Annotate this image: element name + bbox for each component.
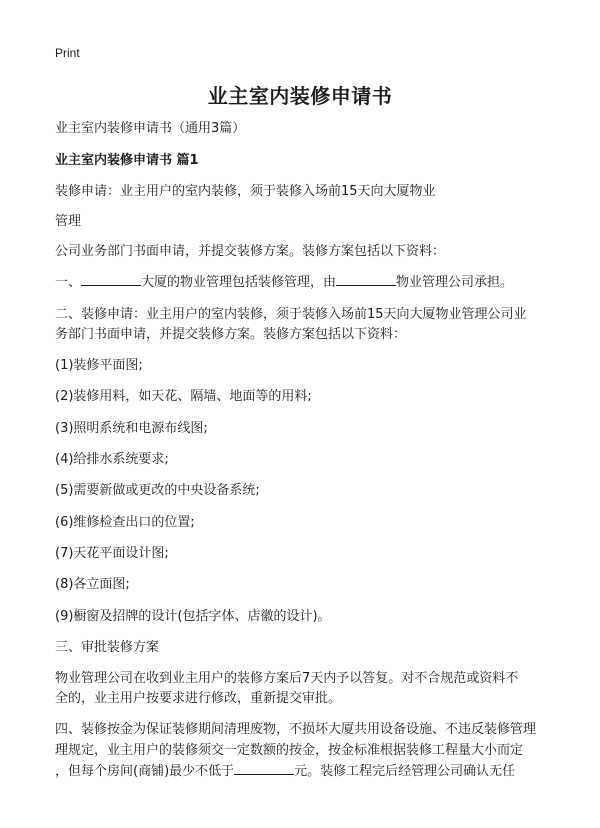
paragraph-5-line-2: 务部门书面申请，并提交装修方案。装修方案包括以下资料： xyxy=(55,327,407,342)
paragraph-4-prefix: 一、 xyxy=(55,275,82,290)
paragraph-7-line-1: 物业管理公司在收到业主用户的装修方案后7天内予以答复。对不合规范或资料不 xyxy=(55,671,519,686)
list-item: (6)维修检查出口的位置; xyxy=(55,515,195,530)
paragraph-8-line-2: 理规定，业主用户的装修须交一定数额的按金，按金标准根据装修工程量大小而定 xyxy=(55,743,524,758)
list-item: (5)需要新做或更改的中央设备系统; xyxy=(55,483,260,498)
paragraph-8-line-3-start: ，但每个房间(商铺)最少不低于 xyxy=(55,764,235,779)
paragraph-4-suffix: 物业管理公司承担。 xyxy=(396,275,514,290)
paragraph-4-middle: 大厦的物业管理包括装修管理，由 xyxy=(141,275,337,290)
list-item: (8)各立面图; xyxy=(55,577,130,592)
list-item: (1)装修平面图; xyxy=(55,358,143,373)
paragraph-5-line-1: 二、装修申请：业主用户的室内装修，须于装修入场前15天向大厦物业管理公司业 xyxy=(55,307,527,322)
list-item: (7)天花平面设计图; xyxy=(55,546,169,561)
paragraph-4 xyxy=(55,272,555,294)
list-item: (3)照明系统和电源布线图; xyxy=(55,421,208,436)
print-label: Print xyxy=(55,46,80,60)
list-item: (4)给排水系统要求; xyxy=(55,452,169,467)
paragraph-8-line-3-end: 元。装修工程完后经管理公司确认无任 xyxy=(294,764,516,779)
paragraph-3: 公司业务部门书面申请，并提交装修方案。装修方案包括以下资料： xyxy=(55,244,446,259)
paragraph-7-line-2: 全的，业主用户按要求进行修改，重新提交审批。 xyxy=(55,691,342,706)
section-heading: 业主室内装修申请书 篇1 xyxy=(55,153,199,168)
fill-in-blank xyxy=(336,273,396,286)
paragraph-6: 三、审批装修方案 xyxy=(55,640,160,655)
paragraph-8-line-3 xyxy=(55,761,555,783)
list-item: (2)装修用料，如天花、隔墙、地面等的用料; xyxy=(55,389,312,404)
fill-in-blank xyxy=(81,273,141,286)
document-title: 业主室内装修申请书 xyxy=(207,84,393,108)
document-subtitle: 业主室内装修申请书（通用3篇） xyxy=(55,121,246,136)
fill-in-blank xyxy=(234,762,294,775)
paragraph-1: 装修申请：业主用户的室内装修，须于装修入场前15天向大厦物业 xyxy=(55,184,436,199)
list-item: (9)橱窗及招牌的设计(包括字体、店徽的设计)。 xyxy=(55,609,331,624)
paragraph-8-line-1: 四、装修按金为保证装修期间清理废物，不损坏大厦共用设备设施、不违反装修管理 xyxy=(55,722,537,737)
paragraph-2: 管理 xyxy=(55,214,82,229)
